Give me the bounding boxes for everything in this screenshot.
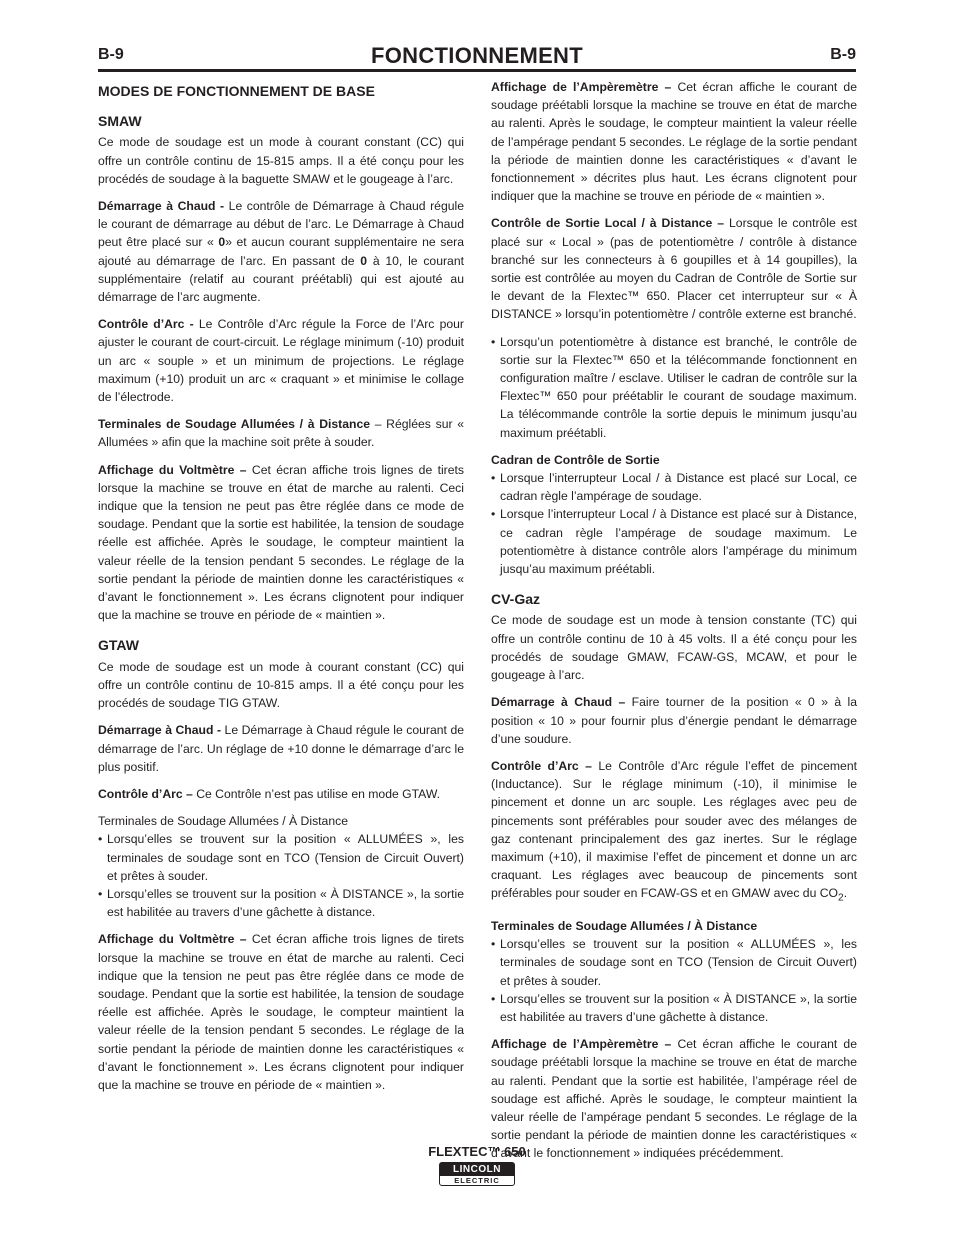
gtaw-hot-start: Démarrage à Chaud - Le Démarrage à Chaud régule le courant de démarrage de l’arc. Un réglage de +10 donne le démarrage d’arc le plus positif.: [98, 723, 464, 774]
gtaw-title: GTAW: [98, 637, 139, 654]
page-number-left: B-9: [98, 46, 124, 63]
local-remote-control: Contrôle de Sortie Local / à Distance – Lorsque le contrôle est placé sur « Local » (pas de potentiomètre / contrôle à distance branché sur les connecteurs à 6 goupilles et à 14 goupilles), la sortie est contrôlée au moyen du Cadran de Contrôle de Sortie sur le devant de la Flextec™ 650. Placer cet interrupteur sur « À DISTANCE » lorsqu’in potentiomètre / contrôle externe est branché.: [491, 216, 857, 322]
right-column: [491, 78, 857, 1172]
cv-terminals-list: [491, 935, 857, 1026]
cv-gas-title: CV-Gaz: [491, 591, 541, 608]
smaw-voltmeter: Affichage du Voltmètre – Cet écran affiche trois lignes de tirets lorsque la machine se trouve en état de marche au ralenti. Ceci indique que la tension ne peut pas être réglée dans ce mode de soudage. Pendant que la sortie est habilitée, la tension de soudage réelle est affichée. Après le soudage, le compteur maintient la valeur réelle de la tension pendant 5 secondes. Le réglage de la sortie pendant la période de maintien donne les caractéristiques « d’avant le fonctionnement ». Les écrans clignotent pour indiquer que la machine se trouve en période de « maintien ».: [98, 462, 464, 623]
page-title: FONCTIONNEMENT: [371, 43, 583, 68]
cv-hot-start: Démarrage à Chaud – Faire tourner de la position « 0 » à la position « 10 » pour fournir plus d’énergie pendant le démarrage d’une soudure.: [491, 695, 857, 746]
logo-top-text: LINCOLN: [440, 1163, 514, 1176]
header-rule: [98, 69, 856, 72]
cv-gas-intro: Ce mode de soudage est un mode à tension constante (TC) qui offre un contrôle continu de 10 à 45 volts. Il a été conçu pour les procédés de soudage GMAW, FCAW-GS, MCAW, et pour le gougeage à l’arc.: [491, 613, 857, 683]
list-item: • Lorsque l’interrupteur Local / à Distance est placé sur Local, ce cadran règle l’ampérage de soudage.: [491, 469, 857, 505]
ammeter-display: Affichage de l’Ampèremètre – Cet écran affiche le courant de soudage préétabli lorsque la machine se trouve en état de marche au ralenti. Après le soudage, le compteur maintient la valeur réelle de l’ampérage pendant 5 secondes. Le réglage de la sortie pendant la période de maintien donne les caractéristiques « d’avant le fonctionnement » décrites plus haut. Les écrans clignotent pour indiquer que la machine se trouve en période de « maintien ».: [491, 80, 857, 204]
section-heading: MODES DE FONCTIONNEMENT DE BASE: [98, 83, 375, 99]
cv-ammeter-display: Affichage de l’Ampèremètre – Cet écran affiche le courant de soudage préétabli lorsque la machine se trouve en état de marche au ralenti. Pendant que la sortie est habilitée, l’ampérage réel de soudage est affiché. Après le soudage, le compteur maintient la valeur réelle de l’ampérage pendant 5 secondes. Le réglage de la sortie pendant la période de maintien donne les caractéristiques « d’avant le fonctionnement » indiquées précédemment.: [491, 1037, 857, 1161]
smaw-title: SMAW: [98, 113, 142, 130]
gtaw-intro: Ce mode de soudage est un mode à courant constant (CC) qui offre un contrôle continu de 10-815 amps. Il a été conçu pour les procédés de soudage TIG GTAW.: [98, 659, 464, 711]
smaw-arc-control: Contrôle d’Arc - Le Contrôle d’Arc régule la Force de l’Arc pour ajuster le courant de court-circuit. Le réglage minimum (-10) produit un arc « souple » et un minimum de projections. Le réglage maximum (+10) produit un arc « craquant » et minimise le collage de l’électrode.: [98, 317, 464, 405]
list-item: • Lorsqu’un potentiomètre à distance est branché, le contrôle de sortie sur la Flextec™ 650 et la télécommande fonctionnent en configuration maître / esclave. Utiliser le cadran de contrôle sur la Flextec™ 650 pour préétablir le courant de soudage maximum. La télécommande contrôle la sortie depuis le minimum jusqu’au maximum préétabli.: [491, 333, 857, 442]
gtaw-terminals-list: [98, 830, 464, 921]
logo-bottom-text: ELECTRIC: [454, 1176, 500, 1185]
output-dial-heading: Cadran de Contrôle de Sortie: [491, 452, 660, 467]
gtaw-arc-control: Contrôle d’Arc – Ce Contrôle n’est pas utilise en mode GTAW.: [98, 786, 441, 801]
output-dial-list: [491, 469, 857, 578]
gtaw-terminals-heading: Terminales de Soudage Allumées / À Distance: [98, 814, 348, 829]
list-item: • Lorsqu’elles se trouvent sur la position « ALLUMÉES », les terminales de soudage sont en TCO (Tension de Circuit Ouvert) et prêtes à souder.: [98, 830, 464, 885]
list-item: • Lorsqu’elles se trouvent sur la position « ALLUMÉES », les terminales de soudage sont en TCO (Tension de Circuit Ouvert) et prêtes à souder.: [491, 935, 857, 990]
cv-terminals-heading: Terminales de Soudage Allumées / À Distance: [491, 918, 758, 933]
local-remote-list: [491, 333, 857, 442]
smaw-hot-start: Démarrage à Chaud - Le contrôle de Démarrage à Chaud régule le courant de démarrage au début de l’arc. Le Démarrage à Chaud peut être placé sur « 0» et aucun courant supplémentaire ne sera ajouté au démarrage de l’arc. En passant de 0 à 10, le courant supplémentaire (relatif au courant préétabli) qui est ajouté au démarrage de l’arc augmente.: [98, 199, 464, 305]
footer: [0, 1144, 954, 1188]
page-number-right: B-9: [830, 46, 856, 63]
list-item: • Lorsque l’interrupteur Local / à Distance est placé sur à Distance, ce cadran règle l’ampérage de soudage maximum. Le potentiomètre à distance contrôle alors l’ampérage du minimum jusqu’au maximum préétabli.: [491, 505, 857, 578]
cv-arc-control: Contrôle d’Arc – Le Contrôle d’Arc régule l’effet de pincement (Inductance). Sur le réglage minimum (-10), il minimise le pincement et donne un arc souple. Les réglages avec peu de pincements sont préférables pour souder avec des mélanges de gaz contenant principalement des gaz inertes. Sur le réglage maximum (+10), il maximise l’effet de pincement et donne un arc craquant. Les réglages avec beaucoup de pincements sont préférables pour souder en FCAW-GS et en GMAW avec du $CO_2$.: [491, 758, 857, 904]
lincoln-electric-logo: [439, 1162, 515, 1186]
gtaw-voltmeter: Affichage du Voltmètre – Cet écran affiche trois lignes de tirets lorsque la machine se trouve en état de marche au ralenti. Ceci indique que la tension ne peut pas être réglée dans ce mode de soudage. Pendant que la sortie est habilitée, la tension de soudage réelle est affichée. Après le soudage, le compteur maintient la valeur réelle de la tension pendant 5 secondes. Le réglage de la sortie pendant la période de maintien donne les caractéristiques « d’avant le fonctionnement ». Les écrans clignotent pour indiquer que la machine se trouve en période de « maintien ».: [98, 932, 464, 1092]
smaw-intro: Ce mode de soudage est un mode à courant constant (CC) qui offre un contrôle continu de 15-815 amps. Il a été conçu pour les procédés de soudage à la baguette SMAW et le gougeage à l’arc.: [98, 135, 464, 186]
smaw-terminals: Terminales de Soudage Allumées / à Distance – Réglées sur « Allumées » afin que la machine soit prête à souder.: [98, 417, 464, 450]
list-item: • Lorsqu’elles se trouvent sur la position « À DISTANCE », la sortie est habilitée au travers d’une gâchette à distance.: [491, 990, 857, 1026]
model-name: FLEXTEC™ 650: [428, 1144, 526, 1159]
left-column: [98, 78, 464, 1103]
list-item: • Lorsqu’elles se trouvent sur la position « À DISTANCE », la sortie est habilitée au travers d’une gâchette à distance.: [98, 885, 464, 921]
